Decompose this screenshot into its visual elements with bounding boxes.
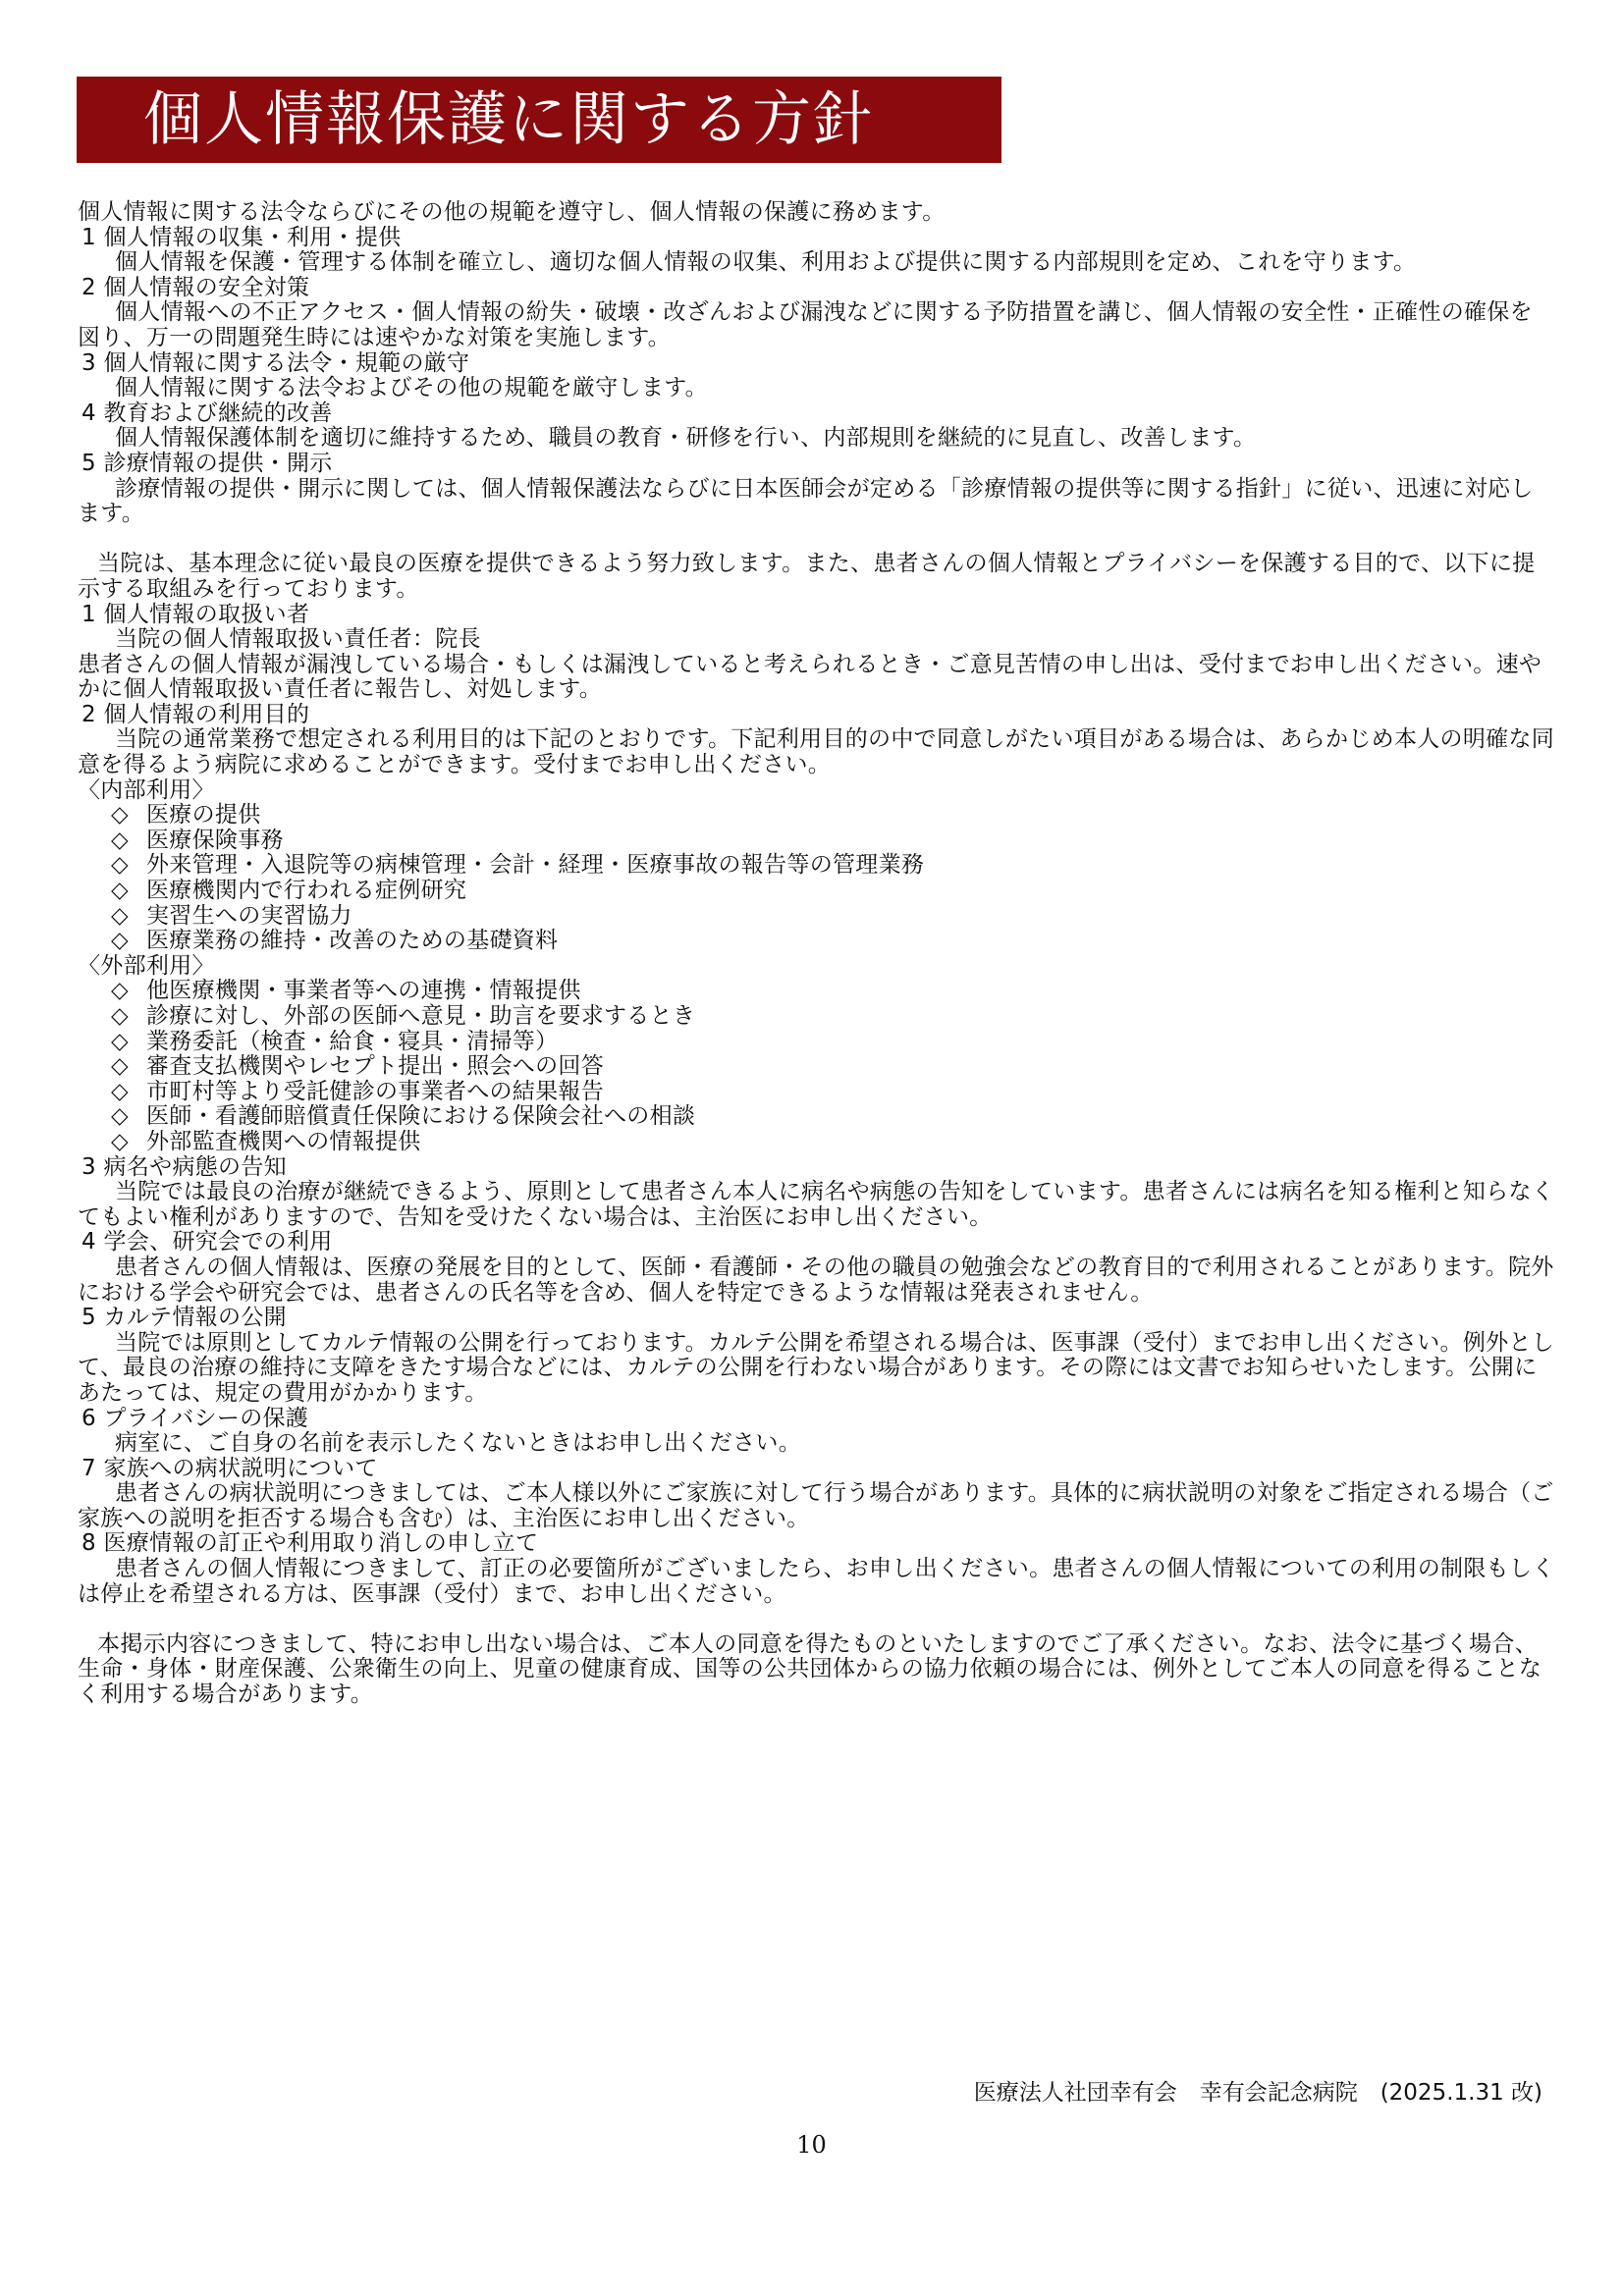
policy-body-5: 診療情報の提供・開示に関しては、個人情報保護法ならびに日本医師会が定める「診療情報の提供等に関する指針」に従い、迅速に対応します。 <box>78 475 1534 527</box>
external-use-label: 〈外部利用〉 <box>78 952 215 979</box>
policy-body-3: 個人情報に関する法令およびその他の規範を厳守します。 <box>115 375 708 401</box>
diamond-icon: ◇ <box>111 802 129 828</box>
section-2-heading: 2 個人情報の利用目的 <box>81 701 310 727</box>
list-item: ◇ 外来管理・入退院等の病棟管理・会計・経理・医療事故の報告等の管理業務 <box>111 852 925 879</box>
diamond-icon: ◇ <box>111 1053 129 1080</box>
hospital-intro: 当院は、基本理念に従い最良の医療を提供できるよう努力致します。また、患者さんの個人情報とプライバシーを保護する目的で、以下に提示する取組みを行っております。 <box>78 551 1536 602</box>
section-1-manager: 当院の個人情報取扱い責任者：院長 <box>115 626 481 653</box>
list-item: ◇ 市町村等より受託健診の事業者への結果報告 <box>111 1078 604 1104</box>
section-4-heading: 4 学会、研究会での利用 <box>81 1229 333 1255</box>
section-3-heading: 3 病名や病態の告知 <box>81 1153 287 1180</box>
policy-heading-1: 1 個人情報の収集・利用・提供 <box>81 224 402 250</box>
policy-heading-3: 3 個人情報に関する法令・規範の厳守 <box>81 349 470 376</box>
section-8-heading: 8 医療情報の訂正や利用取り消しの申し立て <box>81 1530 539 1557</box>
diamond-icon: ◇ <box>111 1103 129 1130</box>
section-6-heading: 6 プライバシーの保護 <box>81 1405 309 1431</box>
policy-heading-2: 2 個人情報の安全対策 <box>81 274 310 300</box>
section-8-body: 患者さんの個人情報につきまして、訂正の必要箇所がございましたら、お申し出ください。患者さんの個人情報についての利用の制限もしくは停止を希望される方は、医事課（受付）まで、お申し出ください。 <box>78 1556 1555 1607</box>
internal-use-label: 〈内部利用〉 <box>78 776 215 803</box>
section-5-heading: 5 カルテ情報の公開 <box>81 1305 287 1331</box>
list-item: ◇ 医療保険事務 <box>111 827 284 853</box>
title-banner <box>77 77 1001 163</box>
diamond-icon: ◇ <box>111 928 129 954</box>
section-3-body: 当院では最良の治療が継続できるよう、原則として患者さん本人に病名や病態の告知をしています。患者さんには病名を知る権利と知らなくてもよい権利がありますので、告知を受けたくない場合は、主治医にお申し出ください。 <box>78 1179 1555 1230</box>
section-7-heading: 7 家族への病状説明について <box>81 1455 378 1481</box>
list-item: ◇ 他医療機関・事業者等への連携・情報提供 <box>111 978 581 1004</box>
page-title: 個人情報保護に関する方針 <box>143 85 874 154</box>
list-item: ◇ 医療業務の維持・改善のための基礎資料 <box>111 928 559 954</box>
diamond-icon: ◇ <box>111 902 129 929</box>
policy-body-2: 個人情報への不正アクセス・個人情報の紛失・破壊・改ざんおよび漏洩などに関する予防措置を講じ、個人情報の安全性・正確性の確保を図り、万一の問題発生時には速やかな対策を実施します。 <box>78 299 1533 350</box>
section-6-body: 病室に、ご自身の名前を表示したくないときはお申し出ください。 <box>115 1430 801 1457</box>
section-2-body: 当院の通常業務で想定される利用目的は下記のとおりです。下記利用目的の中で同意しがたい項目がある場合は、あらかじめ本人の明確な同意を得るよう病院に求めることができます。受付までお申し出ください。 <box>78 726 1555 778</box>
policy-heading-4: 4 教育および継続的改善 <box>81 400 333 426</box>
policy-body-1: 個人情報を保護・管理する体制を確立し、適切な個人情報の収集、利用および提供に関する内部規則を定め、これを守ります。 <box>115 249 1417 276</box>
list-item: ◇ 外部監査機関への情報提供 <box>111 1128 421 1154</box>
list-item: ◇ 業務委託（検査・給食・寝具・清掃等） <box>111 1028 559 1054</box>
list-item: ◇ 審査支払機関やレセプト提出・照会への回答 <box>111 1053 604 1080</box>
section-4-body: 患者さんの個人情報は、医療の発展を目的として、医師・看護師・その他の職員の勉強会などの教育目的で利用されることがあります。院外における学会や研究会では、患者さんの氏名等を含め、個人を特定できるような情報は発表されません。 <box>78 1254 1554 1306</box>
section-1-heading: 1 個人情報の取扱い者 <box>81 601 310 627</box>
diamond-icon: ◇ <box>111 878 129 904</box>
diamond-icon: ◇ <box>111 978 129 1004</box>
diamond-icon: ◇ <box>111 1003 129 1029</box>
diamond-icon: ◇ <box>111 852 129 879</box>
section-7-body: 患者さんの病状説明につきましては、ご本人様以外にご家族に対して行う場合があります。具体的に病状説明の対象をご指定される場合（ご家族への説明を拒否する場合も含む）は、主治医にお申し出ください。 <box>78 1480 1554 1531</box>
diamond-icon: ◇ <box>111 1128 129 1154</box>
closing-notice: 本掲示内容につきまして、特にお申し出ない場合は、ご本人の同意を得たものといたしますのでご了承ください。なお、法令に基づく場合、生命・身体・財産保護、公衆衛生の向上、児童の健康育成、国等の公共団体からの協力依頼の場合には、例外としてご本人の同意を得ることなく利用する場合があります。 <box>78 1630 1542 1708</box>
document-body <box>78 200 1555 1708</box>
list-item: ◇ 実習生への実習協力 <box>111 902 352 929</box>
page-number: 10 <box>796 2131 827 2159</box>
diamond-icon: ◇ <box>111 827 129 853</box>
policy-heading-5: 5 診療情報の提供・開示 <box>81 450 333 476</box>
list-item: ◇ 医療の提供 <box>111 802 261 828</box>
list-item: ◇ 医師・看護師賠償責任保険における保険会社への相談 <box>111 1103 696 1130</box>
intro-text: 個人情報に関する法令ならびにその他の規範を遵守し、個人情報の保護に務めます。 <box>78 199 946 225</box>
hospital-signature: 医療法人社団幸有会 幸有会記念病院 (2025.1.31 改) <box>973 2080 1542 2106</box>
list-item: ◇ 医療機関内で行われる症例研究 <box>111 878 467 904</box>
diamond-icon: ◇ <box>111 1078 129 1104</box>
diamond-icon: ◇ <box>111 1028 129 1054</box>
section-1-body: 患者さんの個人情報が漏洩している場合・もしくは漏洩していると考えられるとき・ご意見苦情の申し出は、受付までお申し出ください。速やかに個人情報取扱い責任者に報告し、対処します。 <box>78 651 1542 703</box>
policy-body-4: 個人情報保護体制を適切に維持するため、職員の教育・研修を行い、内部規則を継続的に見直し、改善します。 <box>115 425 1257 452</box>
list-item: ◇ 診療に対し、外部の医師へ意見・助言を要求するとき <box>111 1003 696 1029</box>
section-5-body: 当院では原則としてカルテ情報の公開を行っております。カルテ公開を希望される場合は、医事課（受付）までお申し出ください。例外として、最良の治療の維持に支障をきたす場合などには、カルテの公開を行わない場合があります。その際には文書でお知らせいたします。公開にあたっては、規定の費用がかかります。 <box>78 1329 1555 1406</box>
